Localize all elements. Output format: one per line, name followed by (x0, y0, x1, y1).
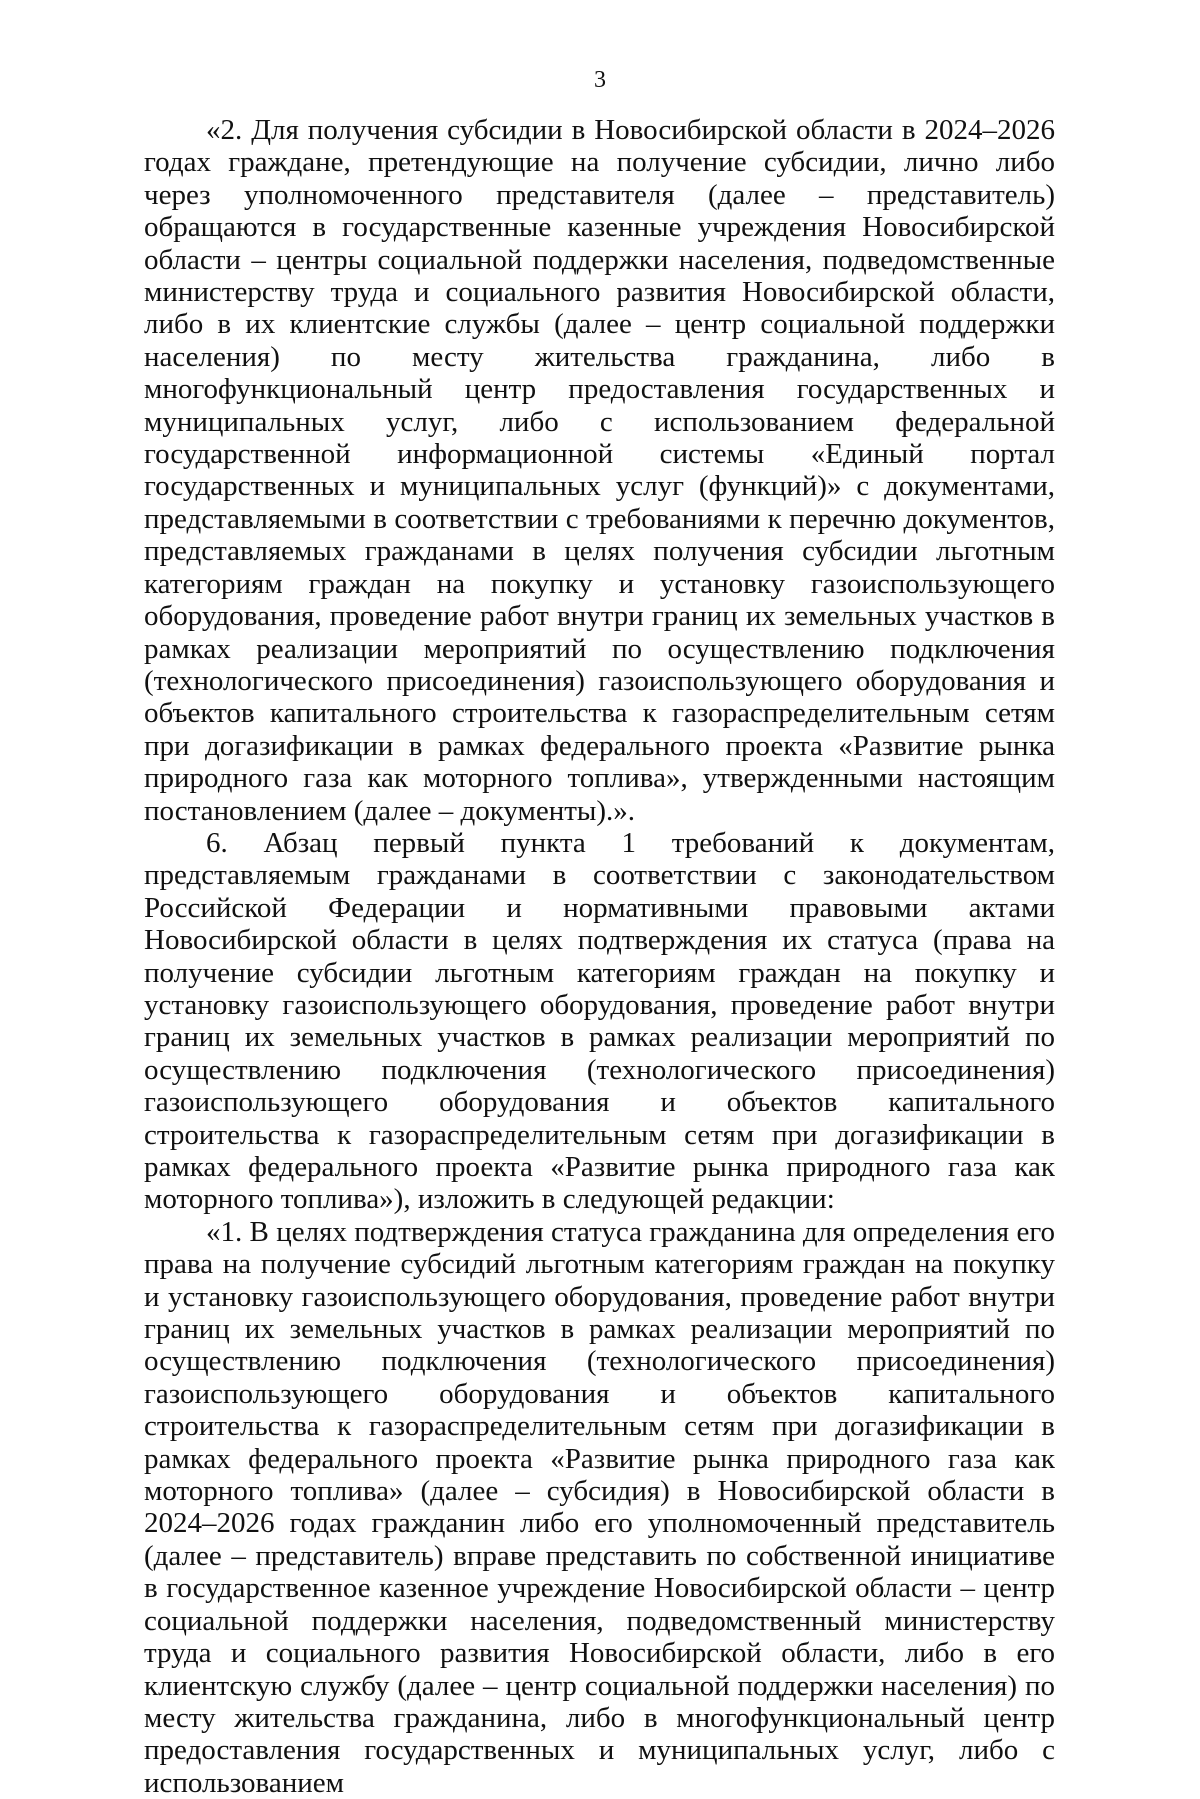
page-number: 3 (594, 67, 606, 93)
document-body (144, 114, 1055, 1799)
paragraph-amendment-6: 6. Абзац первый пункта 1 требований к документам, представляемым гражданами в соответствии с законодательством Российской Федерации и нормативными правовыми актами Новосибирской области в целях подтверждения их статуса (права на получение субсидии льготным категориям граждан на покупку и установку газоиспользующего оборудования, проведение работ внутри границ их земельных участков в рамках реализации мероприятий по осуществлению подключения (технологического присоединения) газоиспользующего оборудования и объектов капитального строительства к газораспределительным сетям при догазификации в рамках федерального проекта «Развитие рынка природного газа как моторного топлива»), изложить в следующей редакции: (144, 826, 1055, 1216)
paragraph-subsidy-application: «2. Для получения субсидии в Новосибирской области в 2024–2026 годах граждане, претендующие на получение субсидии, лично либо через уполномоченного представителя (далее – представитель) обращаются в государственные казенные учреждения Новосибирской области – центры социальной поддержки населения, подведомственные министерству труда и социального развития Новосибирской области, либо в их клиентские службы (далее – центр социальной поддержки населения) по месту жительства гражданина, либо в многофункциональный центр предоставления государственных и муниципальных услуг, либо с использованием федеральной государственной информационной системы «Единый портал государственных и муниципальных услуг (функций)» с документами, представляемыми в соответствии с требованиями к перечню документов, представляемых гражданами в целях получения субсидии льготным категориям граждан на покупку и установку газоиспользующего оборудования, проведение работ внутри границ их земельных участков в рамках реализации мероприятий по осуществлению подключения (технологического присоединения) газоиспользующего оборудования и объектов капитального строительства к газораспределительным сетям при догазификации в рамках федерального проекта «Развитие рынка природного газа как моторного топлива», утвержденными настоящим постановлением (далее – документы).». (144, 114, 1055, 827)
paragraph-new-wording-point-1: «1. В целях подтверждения статуса гражданина для определения его права на получение субсидий льготным категориям граждан на покупку и установку газоиспользующего оборудования, проведение работ внутри границ их земельных участков в рамках реализации мероприятий по осуществлению подключения (технологического присоединения) газоиспользующего оборудования и объектов капитального строительства к газораспределительным сетям при догазификации в рамках федерального проекта «Развитие рынка природного газа как моторного топлива» (далее – субсидия) в Новосибирской области в 2024–2026 годах гражданин либо его уполномоченный представитель (далее – представитель) вправе представить по собственной инициативе в государственное казенное учреждение Новосибирской области – центр социальной поддержки населения, подведомственный министерству труда и социального развития Новосибирской области, либо в его клиентскую службу (далее – центр социальной поддержки населения) по месту жительства гражданина, либо в многофункциональный центр предоставления государственных и муниципальных услуг, либо с использованием (144, 1215, 1055, 1799)
